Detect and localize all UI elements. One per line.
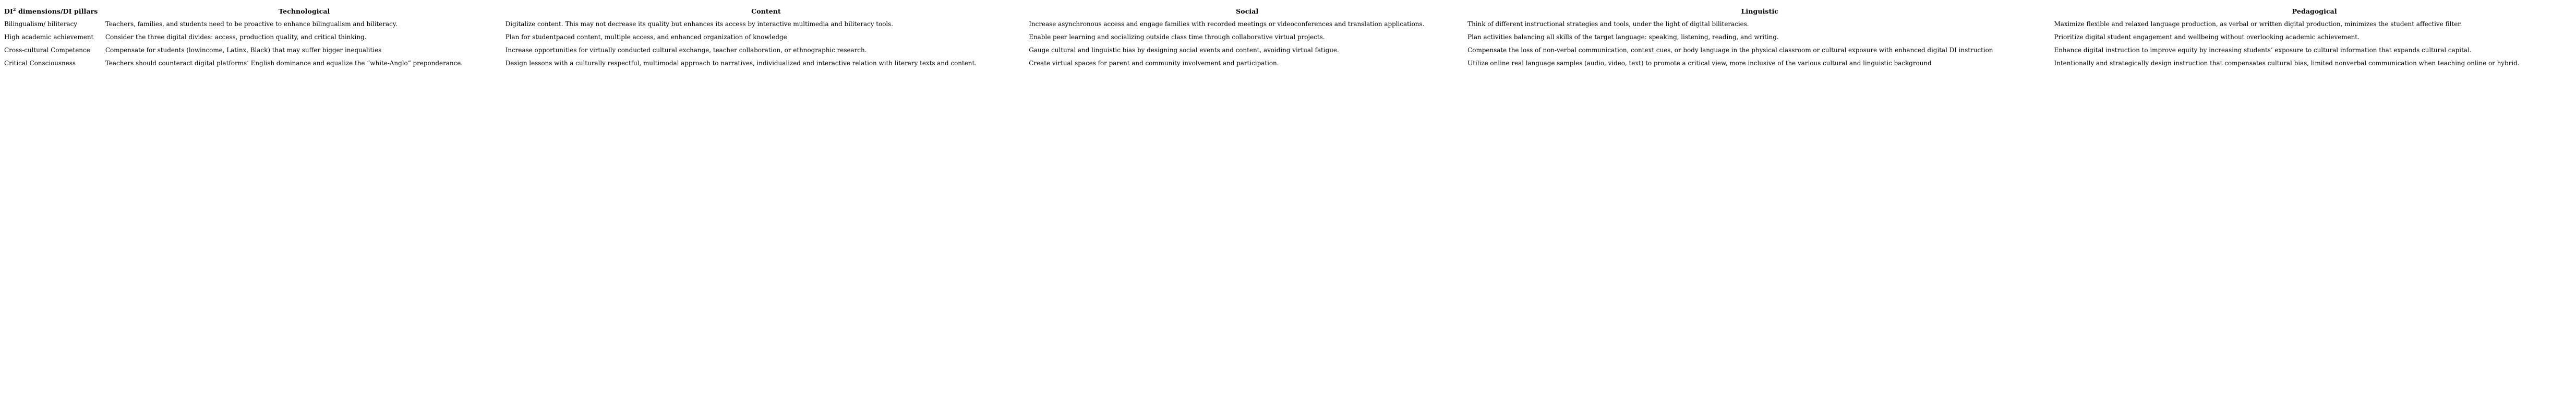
pillar-label: Critical Consciousness (4, 60, 76, 67)
di-dimensions-table (3, 5, 2576, 70)
table-cell: Gauge cultural and linguistic bias by designing social events and content, avoiding virtual fatigue. (1029, 46, 1339, 54)
table-cell: Design lessons with a culturally respectful, multimodal approach to narratives, individualized and interactive relation with literary texts and content. (505, 60, 977, 67)
table-cell: Create virtual spaces for parent and community involvement and participation. (1029, 60, 1279, 67)
corner-header (3, 5, 104, 18)
table-row (3, 18, 2576, 31)
table-row (3, 57, 2576, 70)
pillar-label: High academic achievement (4, 33, 94, 41)
table-cell: Teachers, families, and students need to be proactive to enhance bilingualism and biliteracy. (105, 20, 398, 28)
column-header-linguistic: Linguistic (1741, 7, 1778, 15)
table-cell: Enhance digital instruction to improve equity by increasing students’ exposure to cultural information that expands cultural capital. (2054, 46, 2472, 54)
table-header-row (3, 5, 2576, 18)
table-cell: Consider the three digital divides: access, production quality, and critical thinking. (105, 33, 367, 41)
column-header-technological: Technological (279, 7, 330, 15)
column-header-pedagogical: Pedagogical (2292, 7, 2337, 15)
table-cell: Maximize flexible and relaxed language production, as verbal or written digital production, minimizes the student affective filter. (2054, 20, 2462, 28)
table-cell: Increase opportunities for virtually conducted cultural exchange, teacher collaboration, or ethnographic research. (505, 46, 867, 54)
table-cell: Increase asynchronous access and engage families with recorded meetings or videoconferences and translation applications. (1029, 20, 1425, 28)
table-cell: Compensate for students (lowincome, Latinx, Black) that may suffer bigger inequalities (105, 46, 382, 54)
corner-label-prefix: DI (4, 7, 13, 15)
table-row (3, 31, 2576, 44)
column-header-social: Social (1236, 7, 1259, 15)
table-cell: Think of different instructional strategies and tools, under the light of digital biliteracies. (1467, 20, 1749, 28)
table-cell: Enable peer learning and socializing outside class time through collaborative virtual projects. (1029, 33, 1325, 41)
table-cell: Plan for studentpaced content, multiple access, and enhanced organization of knowledge (505, 33, 787, 41)
pillar-label: Cross-cultural Competence (4, 46, 90, 54)
table-cell: Digitalize content. This may not decrease its quality but enhances its access by interactive multimedia and biliteracy tools. (505, 20, 894, 28)
table-cell: Plan activities balancing all skills of the target language: speaking, listening, reading, and writing. (1467, 33, 1779, 41)
corner-label-superscript: 2 (13, 6, 16, 12)
table-cell: Compensate the loss of non-verbal communication, context cues, or body language in the physical classroom or cultural exposure with enhanced digital DI instruction (1467, 46, 1993, 54)
corner-label-suffix: dimensions/DI pillars (16, 7, 98, 15)
table-row (3, 44, 2576, 57)
table-cell: Teachers should counteract digital platforms’ English dominance and equalize the “white-Anglo” preponderance. (105, 60, 463, 67)
table-cell: Utilize online real language samples (audio, video, text) to promote a critical view, more inclusive of the various cultural and linguistic background (1467, 60, 1932, 67)
pillar-label: Bilingualism/ biliteracy (4, 20, 78, 28)
table-cell: Prioritize digital student engagement and wellbeing without overlooking academic achievement. (2054, 33, 2360, 41)
table-cell: Intentionally and strategically design instruction that compensates cultural bias, limited nonverbal communication when teaching online or hybrid. (2054, 60, 2520, 67)
column-header-content: Content (751, 7, 781, 15)
